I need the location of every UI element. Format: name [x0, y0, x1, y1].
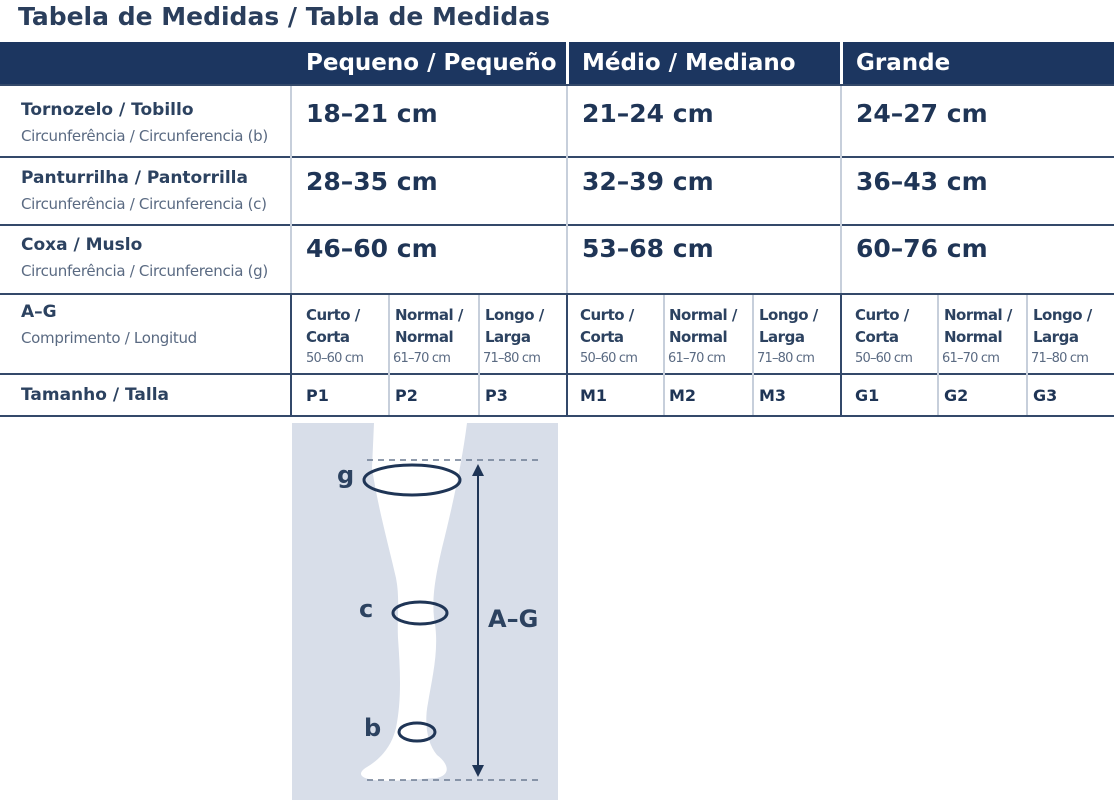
- length-option-normal-label2: Normal: [395, 328, 454, 346]
- column-divider: [752, 295, 754, 415]
- length-option-long-range: 71–80 cm: [757, 351, 815, 366]
- row-sublabel-ankle: Circunferência / Circunferencia (b): [21, 127, 268, 145]
- length-option-long-range: 71–80 cm: [483, 351, 541, 366]
- length-option-short-label2: Corta: [855, 328, 899, 346]
- length-option-long-label: Longo /: [759, 306, 818, 324]
- ankle-value-medium: 21–24 cm: [582, 99, 714, 128]
- length-option-normal-range: 61–70 cm: [942, 351, 1000, 366]
- column-divider: [290, 86, 292, 293]
- length-option-normal-label2: Normal: [944, 328, 1003, 346]
- column-divider: [566, 86, 568, 293]
- size-code-p2: P2: [395, 386, 418, 405]
- row-sublabel-thigh: Circunferência / Circunferencia (g): [21, 262, 268, 280]
- size-code-p3: P3: [485, 386, 508, 405]
- row-divider: [0, 415, 1114, 417]
- length-option-normal-range: 61–70 cm: [668, 351, 726, 366]
- arrow-head-down: [472, 765, 484, 777]
- column-divider: [840, 295, 842, 415]
- column-divider: [290, 295, 292, 415]
- arrow-head-up: [472, 464, 484, 476]
- length-option-short-label: Curto /: [580, 306, 634, 324]
- calf-value-small: 28–35 cm: [306, 167, 438, 196]
- size-code-g1: G1: [855, 386, 880, 405]
- size-code-g2: G2: [944, 386, 969, 405]
- length-option-normal-label: Normal /: [669, 306, 737, 324]
- thigh-value-large: 60–76 cm: [856, 234, 988, 263]
- length-option-normal-label: Normal /: [395, 306, 463, 324]
- label-g: g: [337, 461, 355, 489]
- column-header-medium: Médio / Mediano: [582, 50, 796, 76]
- length-option-normal-label2: Normal: [669, 328, 728, 346]
- calf-value-large: 36–43 cm: [856, 167, 988, 196]
- label-length: A–G: [488, 605, 539, 633]
- size-code-p1: P1: [306, 386, 329, 405]
- row-label-length: A–G: [21, 302, 57, 322]
- length-option-long-range: 71–80 cm: [1031, 351, 1089, 366]
- length-option-normal-label: Normal /: [944, 306, 1012, 324]
- size-code-m1: M1: [580, 386, 608, 405]
- ankle-value-large: 24–27 cm: [856, 99, 988, 128]
- label-c: c: [359, 595, 374, 623]
- row-label-size: Tamanho / Talla: [21, 385, 169, 405]
- length-option-long-label: Longo /: [1033, 306, 1092, 324]
- length-option-long-label2: Larga: [759, 328, 805, 346]
- length-option-short-range: 50–60 cm: [580, 351, 638, 366]
- column-divider: [937, 295, 939, 415]
- row-divider: [0, 224, 1114, 226]
- row-divider: [0, 293, 1114, 295]
- header-divider: [566, 42, 569, 84]
- column-header-large: Grande: [856, 50, 951, 76]
- column-divider: [840, 86, 842, 293]
- length-option-long-label2: Larga: [1033, 328, 1079, 346]
- size-code-m2: M2: [669, 386, 697, 405]
- row-sublabel-calf: Circunferência / Circunferencia (c): [21, 195, 267, 213]
- length-option-long-label2: Larga: [485, 328, 531, 346]
- length-option-short-label: Curto /: [855, 306, 909, 324]
- row-sublabel-length: Comprimento / Longitud: [21, 329, 197, 347]
- row-divider: [0, 84, 1114, 86]
- length-option-short-label2: Corta: [580, 328, 624, 346]
- column-divider: [478, 295, 480, 415]
- length-option-short-label2: Corta: [306, 328, 350, 346]
- ankle-value-small: 18–21 cm: [306, 99, 438, 128]
- length-option-long-label: Longo /: [485, 306, 544, 324]
- row-divider: [0, 373, 1114, 375]
- length-option-short-range: 50–60 cm: [306, 351, 364, 366]
- size-code-m3: M3: [759, 386, 787, 405]
- row-label-ankle: Tornozelo / Tobillo: [21, 100, 194, 120]
- column-divider: [1026, 295, 1028, 415]
- label-b: b: [364, 714, 382, 742]
- column-divider: [663, 295, 665, 415]
- column-header-small: Pequeno / Pequeño: [306, 50, 557, 76]
- row-label-thigh: Coxa / Muslo: [21, 235, 143, 255]
- header-divider: [840, 42, 843, 84]
- column-divider: [388, 295, 390, 415]
- length-option-short-label: Curto /: [306, 306, 360, 324]
- leg-diagram: [292, 423, 558, 800]
- calf-value-medium: 32–39 cm: [582, 167, 714, 196]
- thigh-value-small: 46–60 cm: [306, 234, 438, 263]
- page-title: Tabela de Medidas / Tabla de Medidas: [18, 2, 550, 31]
- row-label-calf: Panturrilha / Pantorrilla: [21, 168, 248, 188]
- thigh-value-medium: 53–68 cm: [582, 234, 714, 263]
- length-option-normal-range: 61–70 cm: [393, 351, 451, 366]
- row-divider: [0, 156, 1114, 158]
- length-option-short-range: 50–60 cm: [855, 351, 913, 366]
- column-divider: [566, 295, 568, 415]
- size-code-g3: G3: [1033, 386, 1058, 405]
